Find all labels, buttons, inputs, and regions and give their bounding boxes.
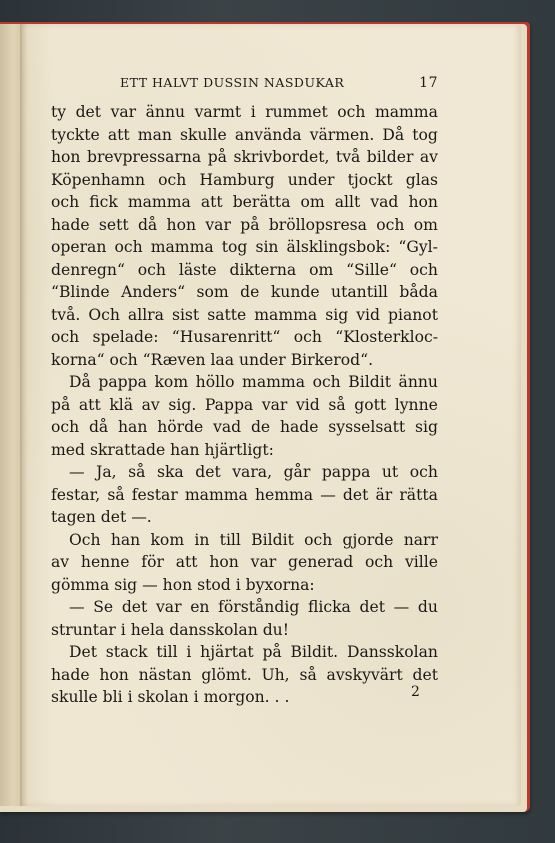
- text-line: [51, 551, 438, 574]
- word: han: [118, 418, 148, 436]
- word: vid: [356, 305, 380, 324]
- word: på: [262, 643, 282, 661]
- word: Då: [382, 125, 405, 144]
- word: denregn“: [51, 260, 125, 279]
- word: mamma: [242, 373, 305, 391]
- word: “Husarenritt“: [171, 328, 281, 346]
- word: och: [51, 328, 80, 346]
- word: och: [365, 553, 394, 571]
- text-line: [51, 529, 438, 552]
- word: operan: [51, 238, 107, 256]
- word: det: [359, 598, 385, 616]
- word: lynne: [394, 395, 438, 414]
- word: och: [337, 103, 366, 121]
- word: Se: [93, 598, 114, 616]
- word: ut: [381, 463, 399, 481]
- word: det: [342, 485, 369, 504]
- text-line: med skrattade han hjärtligt:: [51, 440, 274, 459]
- word: dikterna: [229, 260, 297, 279]
- word: Pappa: [204, 395, 254, 414]
- word: vad: [370, 193, 399, 211]
- word: in: [194, 530, 210, 549]
- word: allra: [127, 305, 164, 324]
- word: gott: [354, 395, 387, 414]
- word: Hamburg: [199, 170, 275, 189]
- word: skrivbordet,: [233, 148, 330, 166]
- word: avskyvärt: [326, 665, 403, 684]
- word: mamma: [150, 238, 214, 256]
- word: tog: [221, 238, 248, 256]
- word: då: [88, 418, 109, 436]
- word: Bildit: [251, 530, 294, 549]
- text-line: korna“ och “Ræven laa under Birkerod“.: [51, 350, 374, 369]
- word: var: [110, 103, 137, 121]
- text-line: gömma sig — hon stod i byxorna:: [51, 575, 315, 594]
- word: för: [141, 553, 164, 571]
- word: och: [293, 328, 322, 346]
- word: så: [107, 485, 125, 504]
- word: han: [110, 530, 141, 549]
- word: och: [137, 260, 166, 279]
- word: Och: [69, 530, 101, 549]
- word: och: [409, 260, 438, 279]
- word: hade: [51, 215, 90, 234]
- text-line: tagen det —.: [51, 508, 152, 526]
- word: mamma: [374, 103, 438, 121]
- word: det: [195, 463, 221, 481]
- word: att: [200, 193, 223, 211]
- word: ville: [404, 553, 438, 571]
- word: kunde: [270, 283, 320, 301]
- word: tyckte: [51, 125, 100, 144]
- word: ska: [156, 463, 184, 481]
- word: värmen.: [309, 125, 375, 144]
- word: att: [78, 395, 101, 414]
- word: mamma: [127, 193, 191, 211]
- word: mamma: [184, 485, 248, 504]
- word: “Gyl-: [398, 238, 438, 256]
- word: tjockt: [347, 170, 393, 189]
- word: festar,: [51, 485, 101, 504]
- word: glömt.: [201, 665, 252, 684]
- word: till: [156, 643, 178, 661]
- word: “Sille“: [346, 260, 397, 279]
- word: om: [413, 215, 438, 234]
- word: läste: [178, 260, 217, 279]
- word: Bildit.: [290, 643, 339, 661]
- word: på: [51, 395, 71, 414]
- word: på: [240, 215, 260, 234]
- word: två.: [51, 305, 81, 324]
- word: går: [283, 463, 311, 481]
- text-line: [51, 124, 438, 147]
- page-number: 17: [419, 75, 438, 91]
- word: en: [190, 598, 210, 616]
- word: av: [51, 553, 70, 571]
- word: kom: [150, 530, 185, 549]
- word: är: [375, 485, 393, 504]
- word: festar: [131, 485, 178, 504]
- text-line: struntar i hela dansskolan du!: [51, 620, 289, 639]
- text-line: [51, 281, 438, 304]
- word: vara,: [232, 463, 273, 481]
- text-line: [51, 484, 438, 507]
- word: mamma: [254, 305, 318, 324]
- page-header: [120, 75, 438, 95]
- word: i: [186, 643, 192, 661]
- word: —: [393, 598, 410, 616]
- word: —: [320, 485, 336, 504]
- word: —: [69, 598, 85, 616]
- word: Då: [69, 373, 91, 391]
- word: “Blinde: [51, 283, 110, 301]
- word: hon: [408, 193, 438, 211]
- word: hon: [99, 665, 129, 684]
- text-line: [51, 326, 438, 349]
- word: rummet: [265, 103, 328, 121]
- text-line: [51, 371, 438, 394]
- text-line: [51, 191, 438, 214]
- word: sig: [414, 418, 438, 436]
- word: sin: [255, 238, 279, 256]
- word: pianot: [388, 305, 438, 324]
- word: sett: [98, 215, 129, 234]
- word: och: [376, 215, 405, 234]
- word: bilder: [366, 148, 414, 166]
- word: narr: [403, 530, 438, 549]
- word: hade: [51, 665, 90, 684]
- word: spelade:: [92, 328, 159, 346]
- word: ännu: [145, 103, 186, 121]
- word: du: [417, 598, 438, 616]
- word: sysselsatt: [328, 418, 406, 436]
- word: som: [196, 283, 229, 301]
- word: stack: [105, 643, 148, 661]
- word: —: [69, 463, 85, 481]
- word: generad: [288, 553, 354, 571]
- word: Uh,: [261, 665, 290, 684]
- word: skulle: [180, 125, 227, 144]
- word: glas: [405, 170, 438, 189]
- text-line: [51, 641, 438, 664]
- word: att: [175, 553, 198, 571]
- word: och: [51, 418, 80, 436]
- word: bröllopsresa: [268, 215, 367, 234]
- word: om: [300, 193, 325, 211]
- text-line: [51, 596, 438, 619]
- word: av: [141, 395, 160, 414]
- word: om: [309, 260, 334, 279]
- text-line: [51, 169, 438, 192]
- word: kom: [154, 373, 189, 391]
- word: satte: [207, 305, 247, 324]
- word: och: [312, 373, 341, 391]
- text-line: [51, 146, 438, 169]
- running-title: ETT HALVT DUSSIN NASDUKAR: [120, 75, 345, 90]
- word: varmt: [194, 103, 242, 121]
- word: “Klosterkloc-: [335, 328, 438, 346]
- word: och: [304, 530, 333, 549]
- text-line: [51, 416, 438, 439]
- word: de: [240, 283, 260, 301]
- word: ännu: [398, 373, 438, 391]
- word: pappa: [321, 463, 371, 481]
- word: det: [121, 598, 148, 616]
- text-line: [51, 101, 438, 124]
- word: var: [155, 598, 182, 616]
- binding-shadow: [20, 24, 28, 806]
- word: att: [107, 125, 130, 144]
- word: henne: [80, 553, 130, 571]
- text-line: [51, 394, 438, 417]
- word: hörde: [157, 418, 204, 436]
- word: hemma: [254, 485, 314, 504]
- word: berätta: [232, 193, 291, 211]
- word: nästan: [138, 665, 192, 684]
- word: sist: [171, 305, 200, 324]
- word: till: [219, 530, 241, 549]
- word: det: [75, 103, 102, 121]
- word: Dansskolan: [346, 643, 438, 661]
- signature-mark: 2: [411, 684, 420, 700]
- word: hon: [209, 553, 239, 571]
- text-line: [51, 304, 438, 327]
- text-line: skulle bli i skolan i morgon. . .: [51, 688, 290, 706]
- word: hjärtat: [200, 643, 254, 661]
- text-line: [51, 214, 438, 237]
- word: rätta: [399, 485, 438, 504]
- word: Det: [69, 643, 97, 661]
- word: sig: [325, 305, 349, 324]
- word: flicka: [307, 598, 351, 616]
- text-line: [51, 664, 438, 687]
- word: pappa: [98, 373, 147, 391]
- word: höllo: [195, 373, 235, 391]
- word: Köpenhamn: [51, 170, 146, 189]
- word: två: [335, 148, 361, 166]
- word: hon: [166, 215, 197, 234]
- word: av: [419, 148, 438, 166]
- word: man: [137, 125, 172, 144]
- word: var: [250, 553, 277, 571]
- body-text: [51, 101, 438, 709]
- word: klä: [109, 395, 134, 414]
- word: Bildit: [348, 373, 391, 391]
- word: vad: [213, 418, 242, 436]
- word: brevpressarna: [86, 148, 202, 166]
- word: då: [137, 215, 158, 234]
- word: båda: [399, 283, 438, 301]
- word: under: [287, 170, 335, 189]
- word: och: [158, 170, 187, 189]
- word: så: [328, 395, 346, 414]
- word: så: [128, 463, 146, 481]
- word: tog: [412, 125, 438, 144]
- text-line: [51, 259, 438, 282]
- word: på: [207, 148, 227, 166]
- text-line: [51, 236, 438, 259]
- word: gjorde: [342, 530, 394, 549]
- word: de: [250, 418, 271, 436]
- word: ty: [51, 103, 67, 121]
- word: i: [250, 103, 256, 121]
- word: älsklingsbok:: [286, 238, 391, 256]
- word: var: [205, 215, 231, 234]
- word: var: [261, 395, 288, 414]
- word: och: [409, 463, 438, 481]
- word: sig.: [168, 395, 197, 414]
- word: och: [114, 238, 143, 256]
- word: hade: [279, 418, 319, 436]
- word: förståndig: [218, 598, 300, 616]
- word: fick: [89, 193, 118, 211]
- word: det: [412, 665, 438, 684]
- word: Anders“: [121, 283, 186, 301]
- word: Ja,: [96, 463, 117, 481]
- word: hon: [51, 148, 81, 166]
- word: vid: [295, 395, 320, 414]
- word: så: [299, 665, 317, 684]
- word: Och: [88, 305, 120, 324]
- word: utantill: [331, 283, 388, 301]
- word: allt: [334, 193, 361, 211]
- word: och: [51, 193, 80, 211]
- word: använda: [234, 125, 302, 144]
- text-line: [51, 461, 438, 484]
